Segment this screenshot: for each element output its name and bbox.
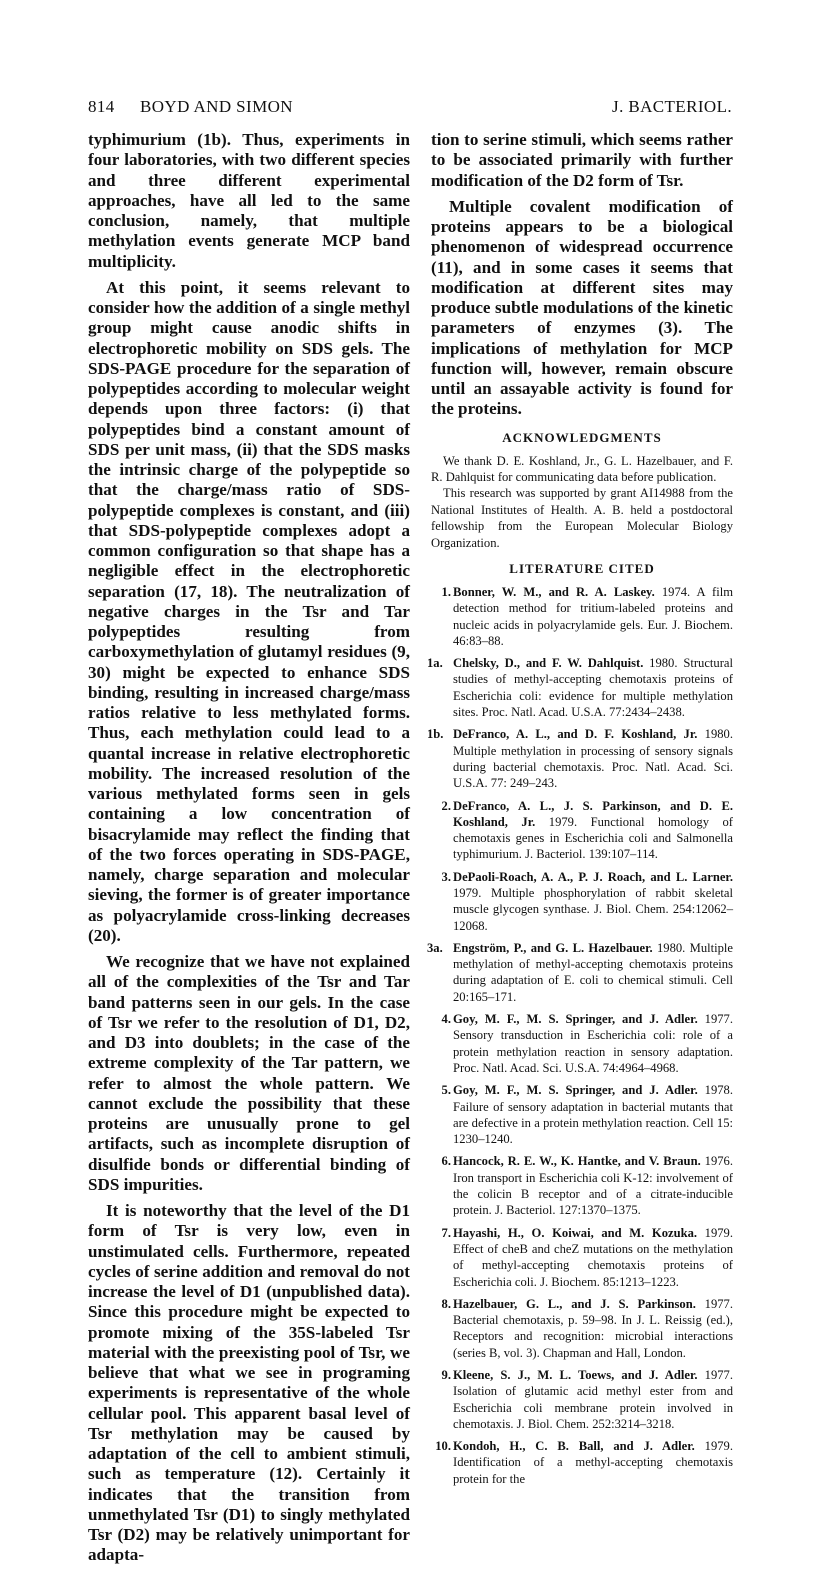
- reference-item: [431, 1367, 733, 1432]
- reference-text: 1980. Multiple methylation in processing of sensory signals during bacterial chemotaxis. Proc. Natl. Acad. Sci. U.S.A. 77: 249–243.: [453, 727, 733, 791]
- reference-text: 1980. Multiple methylation of methyl-accepting chemotaxis proteins during adaptation of E. coli to chemical stimuli. Cell 20:165–171.: [453, 940, 733, 1004]
- reference-item: [431, 1082, 733, 1147]
- reference-authors: Goy, M. F., M. S. Springer, and J. Adler.: [453, 1012, 698, 1027]
- reference-text: 1979. Identification of a methyl-accepting chemotaxis protein for the: [453, 1439, 733, 1486]
- reference-authors: Hazelbauer, G. L., and J. S. Parkinson.: [453, 1296, 696, 1311]
- reference-item: [427, 655, 733, 720]
- reference-number: 3a.: [427, 940, 443, 955]
- reference-number: 6.: [441, 1154, 451, 1169]
- reference-number: 1b.: [427, 727, 444, 742]
- paragraph: tion to serine stimuli, which seems rather to be associated primarily with further modification of the D2 form of Tsr.: [431, 130, 733, 190]
- reference-number: 7.: [441, 1225, 451, 1240]
- literature-cited-heading: LITERATURE CITED: [509, 560, 655, 576]
- reference-number: 4.: [441, 1012, 451, 1027]
- reference-authors: DePaoli-Roach, A. A., P. J. Roach, and L. Larner.: [453, 869, 733, 884]
- running-head-authors: BOYD AND SIMON: [140, 97, 293, 116]
- paragraph: Multiple covalent modification of proteins appears to be a biological phenomenon of widespread occurrence (11), and in some cases it seems that modification at different sites may produce subtle modulations of the kinetic parameters of enzymes (3). The implications of methylation for MCP function will, however, remain obscure until an assayable activity is found for the proteins.: [431, 196, 733, 419]
- reference-item: [427, 726, 733, 791]
- paragraph: At this point, it seems relevant to consider how the addition of a single methyl group might cause anodic shifts in electrophoretic mobility on SDS gels. The SDS-PAGE procedure for the separation of polypeptides according to molecular weight depends upon three factors: (i) that polypeptides bind a constant amount of SDS per unit mass, (ii) that the SDS masks the intrinsic charge of the polypeptide so that the charge/mass ratio of SDS-polypeptide complexes is constant, and (iii) that SDS-polypeptide complexes adopt a common configuration so that shape has a negligible effect in the electrophoretic separation (17, 18). The neutralization of negative charges in the Tsr and Tar polypeptides resulting from carboxymethylation of glutamyl residues (9, 30) might be expected to enhance SDS binding, resulting in increased charge/mass ratios relative to less methylated forms. Thus, each methylation could lead to a quantal increase in relative electrophoretic mobility. The increased resolution of the various methylated forms seen in gels containing a low concentration of bisacrylamide may reflect the finding that of the two forces operating in SDS-PAGE, namely, charge separation and molecular sieving, the former is of greater importance as polyacrylamide cross-linking decreases (20).: [88, 277, 410, 945]
- reference-item: [431, 1225, 733, 1290]
- acknowledgment-paragraph: This research was supported by grant AI14988 from the National Institutes of Health. A. B. held a postdoctoral fellowship from the European Molecular Biology Organization.: [431, 486, 733, 550]
- reference-authors: DeFranco, A. L., and D. F. Koshland, Jr.: [453, 727, 698, 742]
- paragraph: It is noteworthy that the level of the D1 form of Tsr is very low, even in unstimulated cells. Furthermore, repeated cycles of serine addition and removal do not increase the level of D1 (unpublished data). Since this procedure might be expected to promote mixing of the 35S-labeled Tsr material with the preexisting pool of Tsr, we believe that what we see in programing experiments is representative of the whole cellular pool. This apparent basal level of Tsr methylation may be caused by adaptation of the cell to ambient stimuli, such as temperature (12). Certainly it indicates that the transition from unmethylated Tsr (D1) to singly methylated Tsr (D2) may be relatively unimportant for adapta-: [88, 1201, 410, 1565]
- paragraph: We recognize that we have not explained all of the complexities of the Tsr and Tar band patterns seen in our gels. In the case of Tsr we refer to the resolution of D1, D2, and D3 into doublets; in the case of the extreme complexity of the Tar pattern, we refer to almost the whole pattern. We cannot exclude the possibility that these proteins are unusually prone to gel artifacts, such as incomplete disruption of disulfide bonds or differential binding of SDS impurities.: [88, 952, 410, 1194]
- page-number: 814: [88, 97, 115, 116]
- reference-authors: Bonner, W. M., and R. A. Laskey.: [453, 584, 655, 599]
- reference-authors: Goy, M. F., M. S. Springer, and J. Adler.: [453, 1083, 698, 1098]
- reference-text: 1980. Structural studies of methyl-accepting chemotaxis proteins of Escherichia coli: evidence for multiple methylation sites. Proc. Natl. Acad. U.S.A. 77:2434–2438.: [453, 656, 733, 720]
- reference-text: 1976. Iron transport in Escherichia coli K-12: involvement of the colicin B receptor and of a citrate-inducible protein. J. Bacteriol. 127:1370–1375.: [453, 1154, 734, 1218]
- reference-item: [431, 1153, 733, 1218]
- reference-text: 1977. Sensory transduction in Escherichia coli: role of a protein methylation reaction in sensory adaptation. Proc. Natl. Acad. Sci. U.S.A. 74:4964–4968.: [453, 1012, 733, 1075]
- reference-number: 5.: [441, 1083, 451, 1098]
- reference-item: [431, 869, 733, 934]
- reference-number: 10.: [435, 1439, 451, 1454]
- reference-authors: Hancock, R. E. W., K. Hantke, and V. Braun.: [453, 1154, 701, 1169]
- reference-text: 1978. Failure of sensory adaptation in bacterial mutants that are defective in a protein methylation reaction. Cell 15: 1230–1240.: [453, 1083, 733, 1147]
- reference-text: 1979. Functional homology of chemotaxis genes in Escherichia coli and Salmonella typhimurium. J. Bacteriol. 139:107–114.: [453, 814, 733, 862]
- reference-number: 9.: [441, 1368, 451, 1382]
- reference-text: 1979. Effect of cheB and cheZ mutations on the methylation of methyl-accepting chemotaxis proteins of Escherichia coli. J. Biochem. 85:1213–1223.: [453, 1225, 733, 1289]
- reference-authors: Hayashi, H., O. Koiwai, and M. Kozuka.: [453, 1225, 698, 1240]
- reference-text: 1979. Multiple phosphorylation of rabbit skeletal muscle glycogen synthase. J. Biol. Chem. 254:12062–12068.: [453, 885, 733, 933]
- reference-item: [431, 1438, 733, 1487]
- reference-authors: DeFranco, A. L., J. S. Parkinson, and D. E. Koshland, Jr.: [453, 798, 733, 829]
- running-head-journal: J. BACTERIOL.: [612, 97, 732, 116]
- reference-authors: Kondoh, H., C. B. Ball, and J. Adler.: [453, 1439, 695, 1454]
- reference-number: 1.: [441, 584, 451, 599]
- reference-list: [427, 584, 734, 1487]
- reference-item: [431, 1011, 733, 1076]
- reference-authors: Chelsky, D., and F. W. Dahlquist.: [453, 656, 644, 671]
- reference-number: 3.: [441, 869, 451, 884]
- reference-item: [431, 798, 733, 863]
- reference-text: 1974. A film detection method for tritium-labeled proteins and nucleic acids in polyacrylamide gels. Eur. J. Biochem. 46:83–88.: [453, 584, 733, 648]
- acknowledgment-paragraph: We thank D. E. Koshland, Jr., G. L. Hazelbauer, and F. R. Dahlquist for communicating data before publication.: [431, 453, 733, 484]
- left-column: [88, 130, 410, 1572]
- reference-item: [431, 584, 733, 649]
- reference-text: 1977. Isolation of glutamic acid methyl ester from and Escherichia coli membrane protein involved in chemotaxis. J. Biol. Chem. 252:3214–3218.: [453, 1368, 734, 1431]
- reference-item: [431, 1296, 733, 1361]
- reference-number: 8.: [441, 1296, 451, 1311]
- acknowledgments-heading: ACKNOWLEDGMENTS: [502, 429, 662, 445]
- running-header: [88, 97, 732, 121]
- right-column: [427, 130, 734, 1493]
- reference-authors: Kleene, S. J., M. L. Toews, and J. Adler.: [453, 1368, 698, 1382]
- reference-item: [427, 940, 733, 1005]
- reference-number: 2.: [441, 798, 451, 813]
- acknowledgments: [431, 453, 733, 551]
- paragraph: typhimurium (1b). Thus, experiments in four laboratories, with two different species and three different experimental approaches, have all led to the same conclusion, namely, that multiple methylation events generate MCP band multiplicity.: [88, 130, 410, 271]
- reference-number: 1a.: [427, 656, 443, 671]
- reference-text: 1977. Bacterial chemotaxis, p. 59–98. In J. L. Reissig (ed.), Receptors and recognition: microbial interactions (series B, vol. 3). Chapman and Hall, London.: [453, 1296, 734, 1360]
- reference-authors: Engström, P., and G. L. Hazelbauer.: [453, 940, 653, 955]
